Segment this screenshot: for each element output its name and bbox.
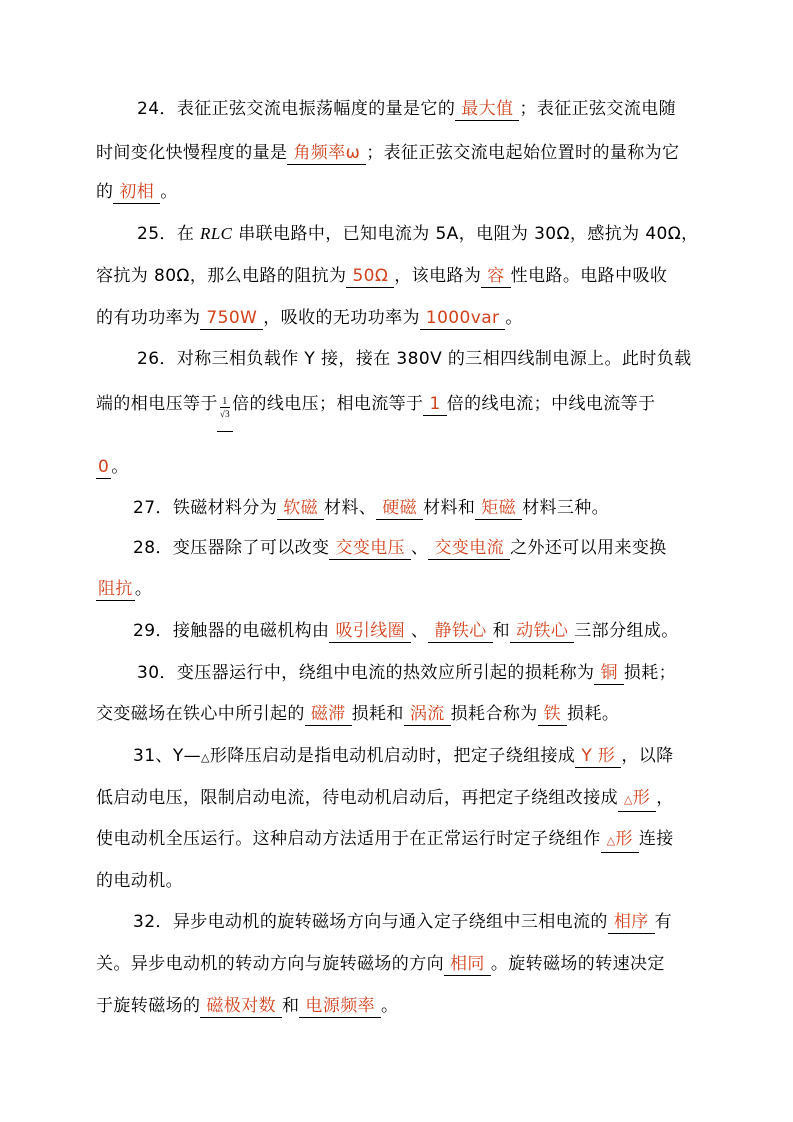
fraction-numerator: 1 (222, 396, 228, 407)
delta-symbol: △ (624, 793, 633, 806)
q30-answer-eddy: 涡流 (404, 703, 451, 726)
q25-answer-impedance: 50Ω (346, 265, 394, 288)
q28-text: 28．变压器除了可以改变 (133, 538, 330, 558)
q25-answer-capacitive: 容 (481, 265, 510, 288)
q28-answer-impedance: 阻抗 (98, 579, 133, 599)
delta-symbol: △ (201, 751, 210, 764)
delta-symbol: △ (606, 834, 616, 847)
q24-text: ；表征正弦交流电起始位置时的量称为它 (366, 143, 680, 163)
q27-text: 材料三种。 (522, 498, 610, 518)
q25-text: ，吸收的无功功率为 (263, 308, 420, 328)
q24-line-1 (0, 97, 793, 121)
q24-text: 24．表征正弦交流电振荡幅度的量是它的 (137, 99, 456, 119)
q32-line-1 (0, 910, 793, 934)
q26-line-3 (0, 455, 793, 479)
q26-answer-neutral-current: 0 (98, 457, 110, 477)
q24-answer-angular-frequency: 角频率ω (287, 142, 366, 165)
q25-text: 。 (505, 308, 523, 328)
q31-text: 使电动机全压运行。这种启动方法适用于在正常运行时定子绕组作 (96, 829, 601, 849)
q24-line-2 (0, 141, 793, 165)
q25-text: 的有功功率为 (96, 308, 201, 328)
q30-text: 损耗合称为 (450, 704, 538, 724)
q32-text: 32．异步电动机的旋转磁场方向与通入定子绕组中三相电流的 (133, 912, 608, 932)
q27-line-1 (0, 496, 793, 520)
q29-answer-coil: 吸引线圈 (329, 620, 411, 643)
q25-line-2 (0, 264, 793, 288)
q25-rlc: RLC (200, 224, 233, 243)
q26-text: 。 (111, 457, 129, 477)
q31-text: 31、Y— (133, 746, 202, 766)
q31-line-3 (0, 827, 793, 853)
q28-text: 。 (134, 579, 153, 599)
q26-fraction-one-over-root3 (220, 396, 230, 420)
answer-text: 形 (615, 829, 633, 849)
q31-answer-y-connection: Y 形 (575, 745, 621, 768)
q32-text: 。 (381, 996, 399, 1016)
q32-text: 。旋转磁场的转速决定 (490, 954, 665, 974)
q26-text: 倍的线电流；中线电流等于 (446, 394, 656, 414)
q30-answer-iron: 铁 (538, 703, 567, 726)
q24-line-3 (0, 180, 793, 204)
q31-text: ， (656, 788, 674, 808)
q24-answer-amplitude: 最大值 (455, 98, 519, 121)
q28-text: 之外还可以用来变换 (510, 538, 667, 558)
q24-text: ；表征正弦交流电随 (519, 99, 677, 119)
q27-answer-hard-magnetic: 硬磁 (376, 497, 423, 520)
q26-line-1 (0, 347, 793, 371)
q28-text: 、 (411, 538, 429, 558)
q30-text: 30．变压器运行中，绕组中电流的热效应所引起的损耗称为 (137, 663, 595, 683)
q27-text: 材料和 (423, 498, 476, 518)
q29-answer-static-core: 静铁心 (428, 620, 492, 643)
q30-line-2 (0, 702, 793, 726)
q32-answer-phase-sequence: 相序 (608, 911, 655, 934)
q25-text: 容抗为 80Ω，那么电路的阻抗为 (96, 266, 347, 286)
q32-text: 于旋转磁场的 (96, 996, 201, 1016)
q31-text: 连接 (638, 829, 674, 849)
answer-text: 形 (632, 788, 651, 808)
q25-text: 性电路。电路中吸收 (510, 266, 668, 286)
q28-answer-current: 交变电流 (428, 537, 510, 560)
q25-answer-active-power: 750W (200, 307, 263, 330)
q25-text: 串联电路中，已知电流为 5A，电阻为 30Ω，感抗为 40Ω， (232, 224, 699, 244)
q31-text: 的电动机。 (96, 871, 183, 891)
q32-answer-pole-pairs: 磁极对数 (200, 995, 282, 1018)
q31-text: ，以降 (621, 746, 674, 766)
q32-text: 关。异步电动机的转动方向与旋转磁场的方向 (96, 954, 444, 974)
fraction-underline (217, 431, 233, 432)
q32-line-3 (0, 994, 793, 1018)
q31-line-1 (0, 744, 793, 770)
q26-answer-phase-current: 1 (423, 393, 446, 416)
q30-answer-copper: 铜 (594, 662, 623, 685)
q31-text: 低启动电压，限制启动电流，待电动机启动后，再把定子绕组改接成 (96, 788, 618, 808)
q25-text: ，该电路为 (394, 266, 482, 286)
q24-text: 的 (96, 182, 114, 202)
q31-answer-delta-running (601, 828, 639, 853)
q29-line-1 (0, 619, 793, 643)
q28-line-1 (0, 536, 793, 560)
q27-answer-square-magnetic: 矩磁 (475, 497, 522, 520)
q25-line-3 (0, 306, 793, 330)
q25-line-1 (0, 222, 793, 246)
q31-text: 形降压启动是指电动机启动时，把定子绕组接成 (209, 746, 576, 766)
q32-text: 和 (282, 996, 300, 1016)
q27-text: 材料、 (324, 498, 377, 518)
q26-text: 端的相电压等于 (96, 394, 218, 414)
q28-line-2 (0, 577, 793, 601)
q29-text: 和 (492, 621, 511, 641)
q31-answer-delta-connection (618, 787, 656, 812)
q32-answer-frequency: 电源频率 (299, 995, 381, 1018)
q26-line-2 (0, 392, 793, 419)
q30-text: 损耗。 (567, 704, 620, 724)
q30-text: 损耗和 (351, 704, 404, 724)
q25-text: 25．在 (137, 224, 201, 244)
q29-text: 、 (411, 621, 429, 641)
q29-text: 三部分组成。 (574, 621, 679, 641)
fraction-denominator: √3 (219, 409, 231, 419)
q24-text: 时间变化快慢程度的量是 (96, 143, 288, 163)
q31-line-4 (0, 869, 793, 893)
q24-text: 。 (160, 182, 178, 202)
q30-text: 交变磁场在铁心中所引起的 (96, 704, 305, 724)
q27-answer-soft-magnetic: 软磁 (277, 497, 324, 520)
q27-text: 27．铁磁材料分为 (133, 498, 278, 518)
q32-line-2 (0, 952, 793, 976)
q24-answer-initial-phase: 初相 (113, 181, 160, 204)
q25-answer-reactive-power: 1000var (420, 307, 506, 330)
q30-answer-hysteresis: 磁滞 (305, 703, 352, 726)
q26-text: 26．对称三相负载作 Y 接，接在 380V 的三相四线制电源上。此时负载 (137, 349, 692, 369)
q29-answer-moving-core: 动铁心 (510, 620, 574, 643)
q29-text: 29．接触器的电磁机构由 (133, 621, 330, 641)
q30-text: 损耗； (623, 663, 677, 683)
q32-answer-same: 相同 (444, 953, 491, 976)
q31-line-2 (0, 786, 793, 812)
q28-answer-voltage: 交变电压 (329, 537, 411, 560)
q26-text: 倍的线电压；相电流等于 (232, 394, 424, 414)
q32-text: 有 (654, 912, 673, 932)
q30-line-1 (0, 661, 793, 685)
